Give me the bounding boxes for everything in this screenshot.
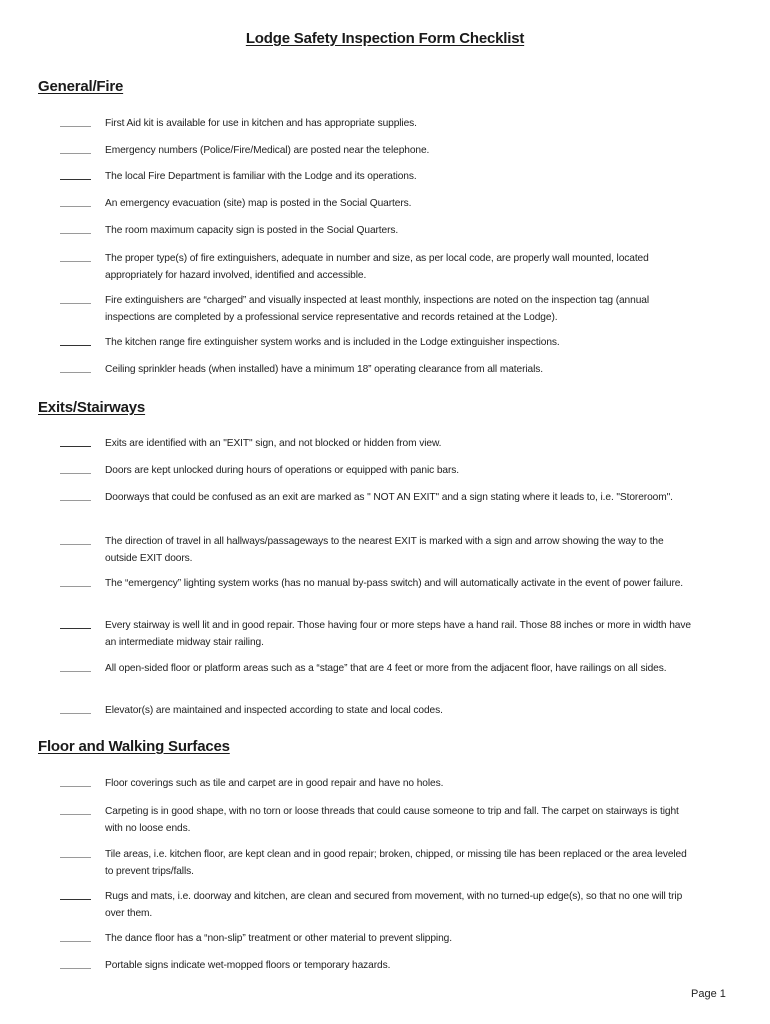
checklist-item-text: The “emergency” lighting system works (has no manual by-pass switch) and will automatically activate in the event of power failure. — [105, 578, 684, 589]
check-blank-line[interactable] — [60, 179, 91, 180]
checklist-item-text: Rugs and mats, i.e. doorway and kitchen, are clean and secured from movement, with no turned-up edge(s), so that no one will trip over them. — [105, 891, 683, 919]
checklist-item-text: Fire extinguishers are “charged” and visually inspected at least monthly, inspections are noted on the inspection tag (annual inspections are completed by a professional service representative and records retained at the Lodge). — [105, 295, 649, 323]
checklist-item-text: Portable signs indicate wet-mopped floors or temporary hazards. — [105, 960, 391, 971]
check-blank-line[interactable] — [60, 628, 91, 629]
checklist-item-text: An emergency evacuation (site) map is posted in the Social Quarters. — [105, 198, 412, 209]
check-blank-line[interactable] — [60, 372, 91, 373]
checklist-item-text: Carpeting is in good shape, with no torn or loose threads that could cause someone to trip and fall. The carpet on stairways is tight with no loose ends. — [105, 806, 679, 834]
checklist-item-text: The direction of travel in all hallways/passageways to the nearest EXIT is marked with a sign and arrow showing the way to the outside EXIT doors. — [105, 536, 664, 564]
checklist-item-text: Floor coverings such as tile and carpet are in good repair and have no holes. — [105, 778, 444, 789]
check-blank-line[interactable] — [60, 233, 91, 234]
checklist-item-text: First Aid kit is available for use in kitchen and has appropriate supplies. — [105, 118, 417, 129]
checklist-item-text: Doors are kept unlocked during hours of operations or equipped with panic bars. — [105, 465, 459, 476]
checklist-item-text: Tile areas, i.e. kitchen floor, are kept clean and in good repair; broken, chipped, or missing tile has been replaced or the area leveled to prevent trips/falls. — [105, 849, 687, 877]
checklist-item-text: All open-sided floor or platform areas such as a “stage” that are 4 feet or more from the adjacent floor, have railings on all sides. — [105, 663, 667, 674]
check-blank-line[interactable] — [60, 586, 91, 587]
checklist-item-text: Every stairway is well lit and in good repair. Those having four or more steps have a hand rail. Those 88 inches or more in width have an intermediate midway stair railing. — [105, 620, 691, 648]
document-title: Lodge Safety Inspection Form Checklist — [245, 30, 525, 47]
checklist-item-text: The proper type(s) of fire extinguishers, adequate in number and size, as per local code, are properly wall mounted, located appropriately for hazard involved, identified and accessible. — [105, 253, 649, 281]
check-blank-line[interactable] — [60, 303, 91, 304]
checklist-item-text: Ceiling sprinkler heads (when installed) have a minimum 18” operating clearance from all materials. — [105, 364, 543, 375]
page-number: Page 1 — [691, 988, 726, 1000]
check-blank-line[interactable] — [60, 713, 91, 714]
check-blank-line[interactable] — [60, 814, 91, 815]
checklist-item-text: Emergency numbers (Police/Fire/Medical) are posted near the telephone. — [105, 145, 430, 156]
check-blank-line[interactable] — [60, 345, 91, 346]
check-blank-line[interactable] — [60, 968, 91, 969]
check-blank-line[interactable] — [60, 126, 91, 127]
checklist-item-text: Doorways that could be confused as an exit are marked as " NOT AN EXIT" and a sign stating where it leads to, i.e. "Storeroom". — [105, 492, 673, 503]
check-blank-line[interactable] — [60, 941, 91, 942]
check-blank-line[interactable] — [60, 153, 91, 154]
check-blank-line[interactable] — [60, 899, 91, 900]
check-blank-line[interactable] — [60, 786, 91, 787]
checklist-item-text: The local Fire Department is familiar with the Lodge and its operations. — [105, 171, 417, 182]
checklist-item-text: The kitchen range fire extinguisher system works and is included in the Lodge extinguisher inspections. — [105, 337, 560, 348]
check-blank-line[interactable] — [60, 500, 91, 501]
checklist-item-text: The room maximum capacity sign is posted in the Social Quarters. — [105, 225, 399, 236]
checklist-item-text: Elevator(s) are maintained and inspected according to state and local codes. — [105, 705, 443, 716]
check-blank-line[interactable] — [60, 671, 91, 672]
section-heading-exits-stairways: Exits/Stairways — [38, 399, 146, 416]
check-blank-line[interactable] — [60, 473, 91, 474]
check-blank-line[interactable] — [60, 857, 91, 858]
check-blank-line[interactable] — [60, 446, 91, 447]
check-blank-line[interactable] — [60, 261, 91, 262]
checklist-item-text: Exits are identified with an "EXIT" sign, and not blocked or hidden from view. — [105, 438, 442, 449]
check-blank-line[interactable] — [60, 544, 91, 545]
checklist-item-text: The dance floor has a “non-slip” treatment or other material to prevent slipping. — [105, 933, 452, 944]
check-blank-line[interactable] — [60, 206, 91, 207]
section-heading-general-fire: General/Fire — [38, 78, 124, 95]
section-heading-floor-walking-surfaces: Floor and Walking Surfaces — [38, 738, 230, 755]
